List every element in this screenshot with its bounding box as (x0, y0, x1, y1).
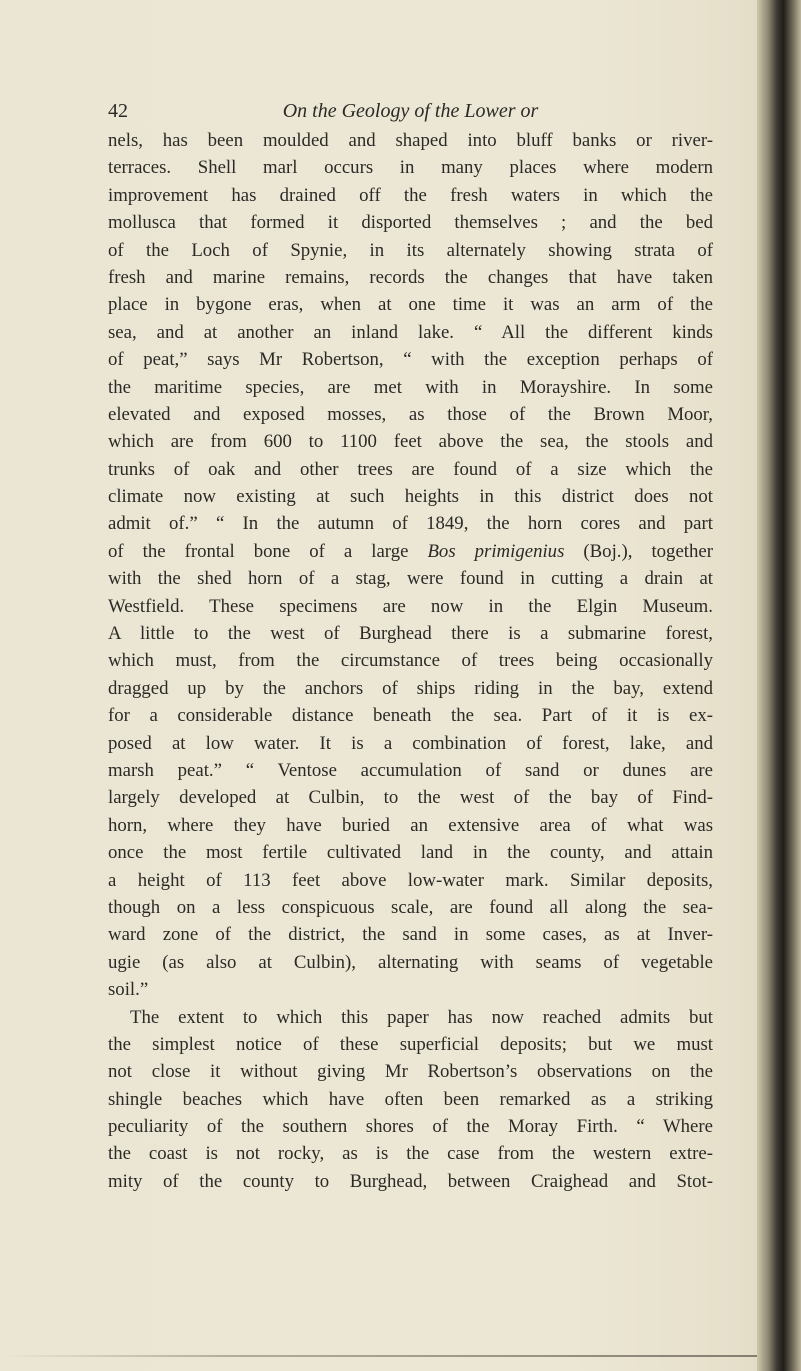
book-binding-edge (757, 0, 801, 1371)
text-line: place in bygone eras, when at one time it was an arm of the (108, 294, 713, 316)
text-line: elevated and exposed mosses, as those of the Brown Moor, (108, 403, 713, 425)
page-bottom-edge (0, 1355, 757, 1357)
species-name: Bos primigenius (427, 540, 565, 562)
body-text (108, 127, 713, 1195)
text-line: of peat,” says Mr Robertson, “ with the exception perhaps of (108, 349, 713, 371)
text-line: of the Loch of Spynie, in its alternately showing strata of (108, 239, 713, 261)
text-line: climate now existing at such heights in this district does not (108, 486, 713, 508)
text-line: mollusca that formed it disported themselves ; and the bed (108, 212, 713, 234)
page-header (108, 98, 713, 128)
text-line: ward zone of the district, the sand in some cases, as at Inver- (108, 924, 713, 946)
text-line: trunks of oak and other trees are found of a size which the (108, 458, 713, 480)
text-line: which must, from the circumstance of trees being occasionally (108, 650, 713, 672)
text-line: the simplest notice of these superficial deposits; but we must (108, 1033, 713, 1055)
text-line: A little to the west of Burghead there is a submarine forest, (108, 623, 713, 645)
text-segment: of the frontal bone of a large (108, 540, 409, 562)
text-line: a height of 113 feet above low-water mark. Similar deposits, (108, 869, 713, 891)
text-line: the maritime species, are met with in Morayshire. In some (108, 376, 713, 398)
text-line: largely developed at Culbin, to the west of the bay of Find- (108, 787, 713, 809)
text-line: nels, has been moulded and shaped into bluff banks or river- (108, 130, 713, 151)
text-line: horn, where they have buried an extensive area of what was (108, 814, 713, 836)
running-title: On the Geology of the Lower or (282, 100, 539, 122)
text-line: fresh and marine remains, records the changes that have taken (108, 266, 713, 288)
text-line: for a considerable distance beneath the sea. Part of it is ex- (108, 705, 713, 727)
text-segment: (Boj.), together (583, 540, 713, 562)
text-line-with-species (108, 538, 713, 565)
text-line: peculiarity of the southern shores of the Moray Firth. “ Where (108, 1116, 713, 1138)
paragraph-start-line: The extent to which this paper has now reached admits but (130, 1006, 713, 1028)
text-line: posed at low water. It is a combination of forest, lake, and (108, 732, 713, 754)
text-line: Westfield. These specimens are now in the Elgin Museum. (108, 595, 713, 617)
text-line: the coast is not rocky, as is the case from the western extre- (108, 1143, 713, 1165)
text-line: dragged up by the anchors of ships riding in the bay, extend (108, 677, 713, 699)
text-line: mity of the county to Burghead, between Craighead and Stot- (108, 1170, 713, 1192)
text-line: admit of.” “ In the autumn of 1849, the horn cores and part (108, 513, 713, 535)
text-line: marsh peat.” “ Ventose accumulation of sand or dunes are (108, 759, 713, 781)
text-line: once the most fertile cultivated land in the county, and attain (108, 842, 713, 864)
text-line: improvement has drained off the fresh waters in which the (108, 184, 713, 206)
text-line: though on a less conspicuous scale, are found all along the sea- (108, 896, 713, 918)
text-line: terraces. Shell marl occurs in many places where modern (108, 157, 713, 179)
text-line: sea, and at another an inland lake. “ All the different kinds (108, 321, 713, 343)
text-line: with the shed horn of a stag, were found in cutting a drain at (108, 568, 713, 590)
text-line: ugie (as also at Culbin), alternating with seams of vegetable (108, 951, 713, 973)
text-line: not close it without giving Mr Robertson’s observations on the (108, 1061, 713, 1083)
text-line: which are from 600 to 1100 feet above the sea, the stools and (108, 431, 713, 453)
text-line: shingle beaches which have often been remarked as a striking (108, 1088, 713, 1110)
page-number: 42 (108, 100, 128, 122)
paragraph-end-line: soil.” (108, 979, 149, 1001)
